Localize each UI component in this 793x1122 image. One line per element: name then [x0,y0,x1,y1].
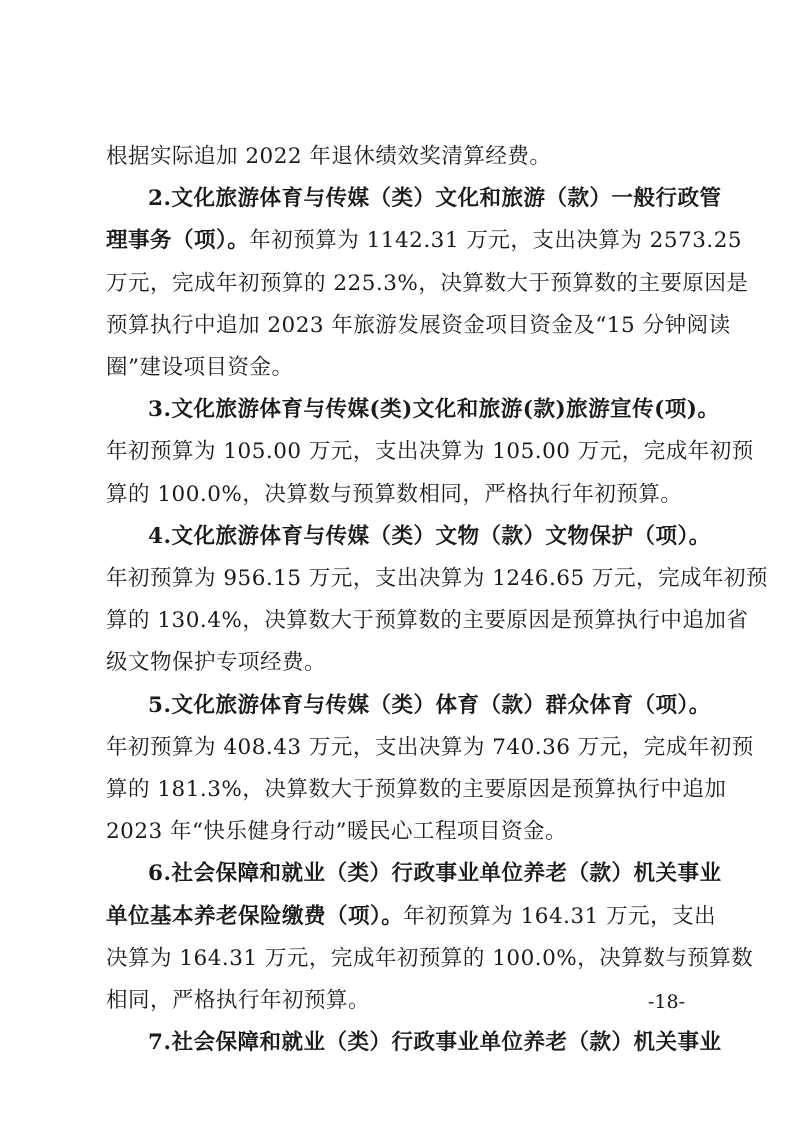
body-line [106,817,696,847]
body-line [106,480,696,510]
line-text: 年初预算为 408.43 万元，支出决算为 740.36 万元，完成年初预 [106,735,754,760]
body-line [106,986,696,1016]
item-heading-line [148,691,711,721]
item-heading-4: 4.文化旅游体育与传媒（类）文物（款）文物保护（项）。 [148,524,711,549]
item-heading-line [148,1028,722,1058]
item-heading-5: 5.文化旅游体育与传媒（类）体育（款）群众体育（项）。 [148,693,711,718]
line-text: 2023 年“快乐健身行动”暖民心工程项目资金。 [106,819,568,844]
item-heading-line [148,859,722,889]
line-text: 算的 100.0%，决算数与预算数相同，严格执行年初预算。 [106,482,683,507]
item-heading-6: 6.社会保障和就业（类）行政事业单位养老（款）机关事业 [148,861,722,886]
item-heading-line [148,522,711,552]
line-text: 决算为 164.31 万元，完成年初预算的 100.0%，决算数与预算数 [106,946,754,971]
body-line [106,648,696,678]
line-text: 年初预算为 164.31 万元，支出 [403,904,717,929]
line-text: 相同，严格执行年初预算。 [106,988,371,1013]
line-text: 算的 181.3%，决算数大于预算数的主要原因是预算执行中追加 [106,777,727,802]
body-line [106,944,754,974]
line-text: 年初预算为 105.00 万元，支出决算为 105.00 万元，完成年初预 [106,439,754,464]
line-text: 算的 130.4%，决算数大于预算数的主要原因是预算执行中追加省 [106,608,749,633]
line-text: 年初预算为 956.15 万元，支出决算为 1246.65 万元，完成年初预 [106,566,768,591]
item-heading-7: 7.社会保障和就业（类）行政事业单位养老（款）机关事业 [148,1030,722,1055]
line-text: 级文物保护专项经费。 [106,650,327,675]
body-line [106,437,754,467]
line-text: 年初预算为 1142.31 万元，支出决算为 2573.25 [249,228,743,253]
body-line [106,226,743,256]
line-text: 圈”建设项目资金。 [106,355,294,380]
item-heading-2: 2.文化旅游体育与传媒（类）文化和旅游（款）一般行政管 [148,186,722,211]
item-heading-line [148,184,722,214]
line-text: 预算执行中追加 2023 年旅游发展资金项目资金及“15 分钟阅读 [106,313,731,338]
body-line [106,606,749,636]
item-heading-6-cont: 单位基本养老保险缴费（项）。 [106,904,404,929]
body-line [106,564,768,594]
body-line [106,902,717,932]
body-line [106,733,754,763]
body-line [106,775,727,805]
body-line [106,142,696,172]
item-heading-line [148,395,720,425]
item-heading-3: 3.文化旅游体育与传媒(类)文化和旅游(款)旅游宣传(项)。 [148,397,720,422]
item-heading-2-cont: 理事务（项）。 [106,228,250,253]
body-line [106,269,749,299]
line-text: 根据实际追加 2022 年退休绩效奖清算经费。 [106,144,552,169]
line-text: 万元，完成年初预算的 225.3%，决算数大于预算数的主要原因是 [106,271,749,296]
body-line [106,353,696,383]
body-line [106,311,731,341]
page-number: -18- [648,991,686,1013]
